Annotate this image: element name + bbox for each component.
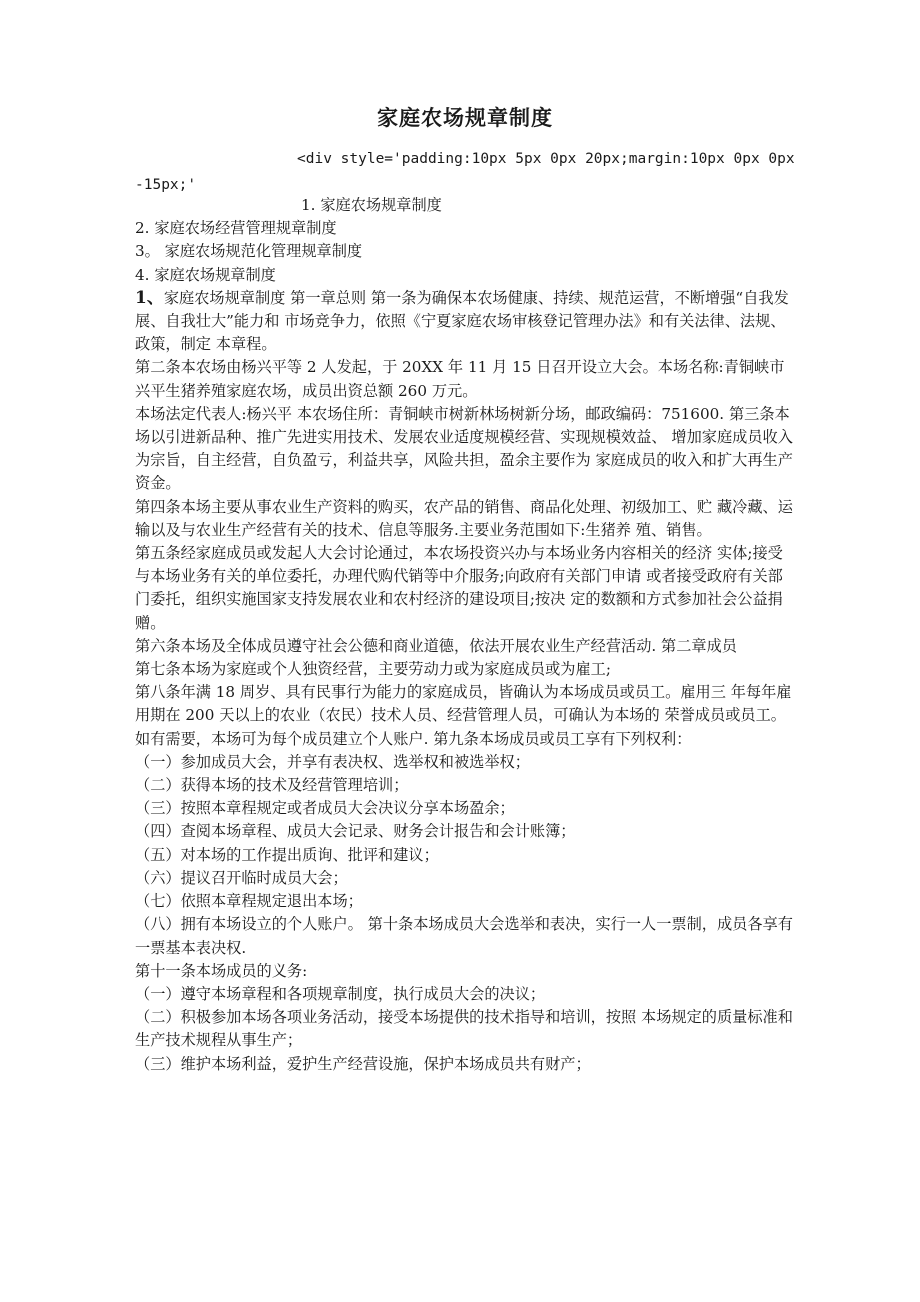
- list-item: （四）查阅本场章程、成员大会记录、财务会计报告和会计账簿；: [135, 822, 576, 841]
- toc-item: 2. 家庭农场经营管理规章制度: [135, 219, 337, 238]
- document-title: 家庭农场规章制度: [377, 105, 553, 130]
- list-item: （五）对本场的工作提出质询、批评和建议；: [135, 845, 439, 864]
- paragraph-text: 家庭农场规章制度 第一章总则 第一条为确保本农场健康、持续、规范运营，不断增强“自我发展、自我壮大”能力和 市场竞争力，依照《宁夏家庭农场审核登记管理办法》和有关法律、法规、政策，制定 本章程。: [135, 288, 789, 354]
- list-item: （一）参加成员大会，并享有表决权、选举权和被选举权；: [135, 752, 530, 771]
- toc-item: 4. 家庭农场规章制度: [135, 265, 276, 284]
- list-item: （八）拥有本场设立的个人账户。 第十条本场成员大会选举和表决，实行一人一票制，成员各享有一票基本表决权.: [135, 915, 793, 957]
- list-item: （三）按照本章程规定或者成员大会决议分享本场盈余；: [135, 799, 515, 818]
- paragraph: 第二条本农场由杨兴平等 2 人发起，于 20XX 年 11 月 15 日召开设立大会。本场名称:青铜峡市兴平生猪养殖家庭农场，成员出资总额 260 万元。: [135, 358, 785, 400]
- paragraph: [135, 287, 795, 357]
- list-item: （六）提议召开临时成员大会；: [135, 868, 348, 887]
- paragraph: 第八条年满 18 周岁、具有民事行为能力的家庭成员，皆确认为本场成员或员工。雇用三 年每年雇用期在 200 天以上的农业（农民）技术人员、经营管理人员，可确认为本场的 荣誉成员或员工。: [135, 683, 792, 725]
- list-item: （七）依照本章程规定退出本场；: [135, 892, 363, 911]
- paragraph: 第五条经家庭成员或发起人大会讨论通过，本农场投资兴办与本场业务内容相关的经济 实体;接受与本场业务有关的单位委托，办理代购代销等中介服务;向政府有关部门申请 或者接受政府有关部门委托，组织实施国家支持发展农业和农村经济的建设项目;按决 定的数额和方式参加社会公益捐赠。: [135, 544, 783, 632]
- paragraph: 第六条本场及全体成员遵守社会公德和商业道德，依法开展农业生产经营活动. 第二章成员: [135, 636, 737, 655]
- list-item: （一）遵守本场章程和各项规章制度，执行成员大会的决议；: [135, 984, 546, 1003]
- paragraph: 本场法定代表人:杨兴平 本农场住所：青铜峡市树新林场树新分场，邮政编码：751600. 第三条本场以引进新品种、推广先进实用技术、发展农业适度规模经营、实现规模效益、 增加家庭成员收入为宗旨，自主经营，自负盈亏，利益共享，风险共担，盈余主要作为 家庭成员的收入和扩大再生产资金。: [135, 404, 793, 493]
- paragraph: 第七条本场为家庭或个人独资经营，主要劳动力或为家庭成员或为雇工;: [135, 660, 611, 679]
- list-item: （二）积极参加本场各项业务活动，接受本场提供的技术指导和培训，按照 本场规定的质量标准和生产技术规程从事生产；: [135, 1008, 793, 1050]
- list-item: （二）获得本场的技术及经营管理培训；: [135, 776, 409, 795]
- toc-item: 1. 家庭农场规章制度: [301, 196, 442, 214]
- list-item: （三）维护本场利益，爱护生产经营设施，保护本场成员共有财产；: [135, 1054, 591, 1073]
- paragraph: 第十一条本场成员的义务:: [135, 961, 308, 980]
- document-body: [135, 194, 795, 1076]
- toc-item: 3。 家庭农场规范化管理规章制度: [135, 242, 363, 261]
- html-code-artifact: <div style='padding:10px 5px 0px 20px;margin:10px 0px 0px -15px;': [135, 151, 795, 193]
- section-number: 1、: [135, 287, 164, 308]
- paragraph: 如有需要，本场可为每个成员建立个人账户. 第九条本场成员或员工享有下列权利：: [135, 729, 692, 748]
- paragraph: 第四条本场主要从事农业生产资料的购买，农产品的销售、商品化处理、初级加工、贮 藏冷藏、运输以及与农业生产经营有关的技术、信息等服务.主要业务范围如下:生猪养 殖、销售。: [135, 497, 793, 539]
